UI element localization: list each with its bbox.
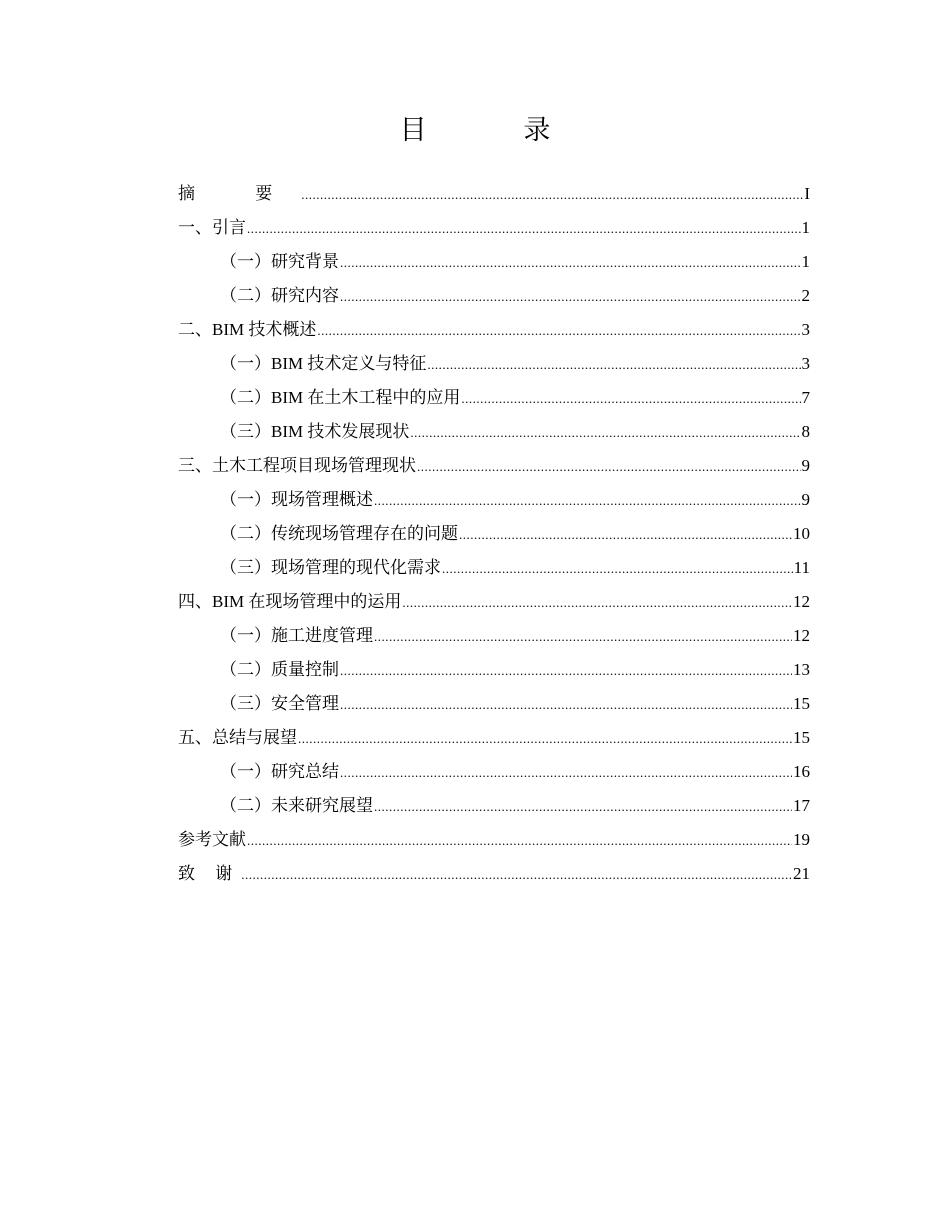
- toc-leader-dots: [247, 824, 792, 858]
- toc-leader-dots: [417, 450, 801, 484]
- toc-entry-page: 12: [793, 626, 810, 645]
- toc-entry-bim-application[interactable]: [178, 381, 810, 415]
- toc-entry-label: 一、引言: [178, 218, 246, 237]
- toc-entry-label: （三）BIM 技术发展现状: [220, 422, 410, 441]
- toc-leader-dots: [374, 790, 792, 824]
- toc-entry-label: （二）质量控制: [220, 660, 339, 679]
- toc-entry-label: 致 谢: [178, 864, 241, 883]
- toc-leader-dots: [459, 518, 792, 552]
- toc-entry-label: （三）安全管理: [220, 694, 339, 713]
- toc-entry-label: （二）研究内容: [220, 286, 339, 305]
- toc-entry-page: 9: [801, 456, 810, 475]
- toc-entry-page: I: [804, 184, 810, 203]
- toc-entry-label: （一）研究背景: [220, 252, 339, 271]
- toc-entry-page: 15: [793, 728, 810, 747]
- toc-entry-abstract[interactable]: [178, 177, 810, 211]
- toc-entry-label: （二）BIM 在土木工程中的应用: [220, 388, 461, 407]
- toc-entry-research-summary[interactable]: [178, 755, 810, 789]
- toc-entry-label: （一）施工进度管理: [220, 626, 373, 645]
- toc-leader-dots: [317, 314, 800, 348]
- toc-entry-traditional-problems[interactable]: [178, 517, 810, 551]
- toc-entry-modernization-needs[interactable]: [178, 551, 810, 585]
- toc-entry-safety-management[interactable]: [178, 687, 810, 721]
- toc-entry-label: 二、BIM 技术概述: [178, 320, 317, 339]
- toc-entry-page: 9: [801, 490, 810, 509]
- toc-leader-dots: [461, 382, 800, 416]
- toc-entry-page: 16: [793, 762, 810, 781]
- toc-leader-dots: [374, 484, 801, 518]
- toc-entry-page: 10: [793, 524, 810, 543]
- toc-leader-dots: [301, 178, 803, 212]
- toc-entry-label: 参考文献: [178, 830, 246, 849]
- toc-entry-page: 3: [801, 354, 810, 373]
- toc-leader-dots: [298, 722, 792, 756]
- toc-leader-dots: [427, 348, 800, 382]
- toc-entry-page: 21: [793, 864, 810, 883]
- toc-leader-dots: [374, 620, 792, 654]
- toc-leader-dots: [402, 586, 792, 620]
- toc-title: 目 录: [399, 115, 596, 145]
- toc-leader-dots: [340, 688, 792, 722]
- toc-entry-page: 7: [801, 388, 810, 407]
- toc-leader-dots: [340, 246, 801, 280]
- toc-entry-label: 四、BIM 在现场管理中的运用: [178, 592, 402, 611]
- toc-entry-future-outlook[interactable]: [178, 789, 810, 823]
- toc-entry-bim-in-site-management[interactable]: [178, 585, 810, 619]
- toc-entry-label: 摘 要: [178, 184, 301, 203]
- toc-entry-summary-outlook[interactable]: [178, 721, 810, 755]
- toc-entry-page: 11: [793, 558, 810, 577]
- toc-entry-label: （一）研究总结: [220, 762, 339, 781]
- toc-entry-label: （三）现场管理的现代化需求: [220, 558, 441, 577]
- toc-leader-dots: [442, 552, 793, 586]
- toc-entry-bim-definition[interactable]: [178, 347, 810, 381]
- toc-entry-label: （二）传统现场管理存在的问题: [220, 524, 458, 543]
- table-of-contents: [178, 177, 810, 891]
- toc-entry-research-content[interactable]: [178, 279, 810, 313]
- toc-entry-page: 12: [793, 592, 810, 611]
- toc-entry-site-management-status[interactable]: [178, 449, 810, 483]
- toc-entry-page: 1: [801, 218, 810, 237]
- toc-entry-label: （二）未来研究展望: [220, 796, 373, 815]
- toc-entry-page: 2: [801, 286, 810, 305]
- toc-entry-label: （一）现场管理概述: [220, 490, 373, 509]
- toc-entry-bim-status[interactable]: [178, 415, 810, 449]
- toc-entry-label: 五、总结与展望: [178, 728, 297, 747]
- toc-entry-bim-overview[interactable]: [178, 313, 810, 347]
- toc-entry-introduction[interactable]: [178, 211, 810, 245]
- toc-entry-acknowledgements[interactable]: [178, 857, 810, 891]
- toc-entry-page: 17: [793, 796, 810, 815]
- toc-entry-label: （一）BIM 技术定义与特征: [220, 354, 427, 373]
- toc-entry-site-management-overview[interactable]: [178, 483, 810, 517]
- toc-leader-dots: [340, 280, 801, 314]
- toc-leader-dots: [340, 654, 792, 688]
- toc-leader-dots: [410, 416, 800, 450]
- toc-entry-page: 1: [801, 252, 810, 271]
- toc-entry-quality-control[interactable]: [178, 653, 810, 687]
- toc-leader-dots: [247, 212, 801, 246]
- toc-entry-page: 19: [793, 830, 810, 849]
- toc-entry-page: 3: [801, 320, 810, 339]
- toc-leader-dots: [241, 858, 792, 892]
- toc-entry-research-background[interactable]: [178, 245, 810, 279]
- toc-entry-schedule-management[interactable]: [178, 619, 810, 653]
- toc-entry-page: 13: [793, 660, 810, 679]
- toc-entry-references[interactable]: [178, 823, 810, 857]
- toc-entry-page: 8: [801, 422, 810, 441]
- toc-entry-page: 15: [793, 694, 810, 713]
- toc-entry-label: 三、土木工程项目现场管理现状: [178, 456, 416, 475]
- toc-leader-dots: [340, 756, 792, 790]
